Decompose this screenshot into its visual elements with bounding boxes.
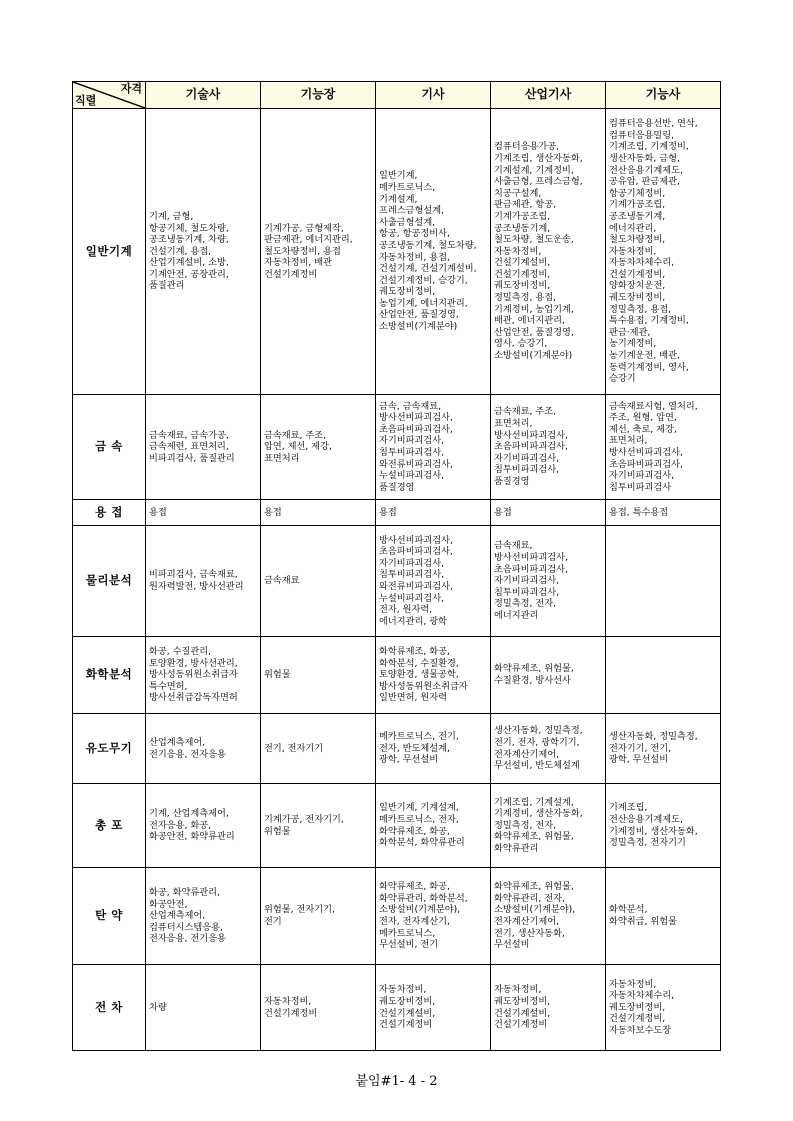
row-category: 일반기계 xyxy=(73,109,146,395)
table-cell: 위험물 xyxy=(261,637,376,714)
table-cell: 차량 xyxy=(146,965,261,1051)
table-cell: 자동차정비, 궤도장비정비, 건설기계설비, 건설기계정비 xyxy=(491,965,606,1051)
table-cell: 자동차정비, 자동차차체수리, 궤도장비정비, 건설기계정비, 자동차보수도장 xyxy=(606,965,721,1051)
table-cell: 용접, 특수용접 xyxy=(606,500,721,526)
table-row xyxy=(73,965,721,1051)
table-cell: 기계조립, 기계설계, 기계정비, 생산자동화, 정밀측정, 전자, 화약류제조, 위험물, 화약류관리 xyxy=(491,784,606,868)
table-cell: 방사선비파괴검사, 초음파비파괴검사, 자기비파괴검사, 침투비파괴검사, 와전류비파괴검사, 누설비파괴검사, 전자, 원자력, 에너지관리, 광학 xyxy=(376,526,491,637)
table-cell: 일반기계, 기계설계, 메카트로닉스, 전자, 화약류제조, 화공, 화학분석, 화약류관리 xyxy=(376,784,491,868)
page-number: 붙임#1- 4 - 2 xyxy=(355,1074,438,1089)
row-category: 물리분석 xyxy=(73,526,146,637)
table-cell: 화학분석, 화약취급, 위험물 xyxy=(606,868,721,965)
table-cell: 기계, 금형, 항공기체, 철도차량, 공조냉동기계, 차량, 건설기계, 용접, 산업기계설비, 소방, 기계안전, 공장관리, 품질관리 xyxy=(146,109,261,395)
table-row xyxy=(73,784,721,868)
table-cell: 일반기계, 메카트로닉스, 기계설계, 프레스금형설계, 사출금형설계, 항공, 항공정비사, 공조냉동기계, 철도차량, 자동차정비, 용접, 건설기계, 건설기계설비, 건설기계정비, 승강기, 궤도장비정비, 농업기계, 에너지관리, 산업안전, 품질경영, 소방설비(기계분야) xyxy=(376,109,491,395)
table-cell: 기계가공, 금형제작, 판금제관, 에너지관리, 철도차량정비, 용접 자동차정비, 배관 건설기계정비 xyxy=(261,109,376,395)
column-header: 기사 xyxy=(376,82,491,109)
row-category: 총 포 xyxy=(73,784,146,868)
table-cell: 비파괴검사, 금속재료, 원자력발전, 방사선관리 xyxy=(146,526,261,637)
header-row xyxy=(73,82,721,109)
corner-label-qualification: 자격 xyxy=(120,82,142,95)
table-cell: 기계, 산업계측제어, 전자응용, 화공, 화공안전, 화약류관리 xyxy=(146,784,261,868)
table-cell: 용접 xyxy=(261,500,376,526)
table-row xyxy=(73,714,721,784)
table-cell xyxy=(606,526,721,637)
table-cell: 생산자동화, 정밀측정, 전기, 전자, 광학기기, 전자계산기제어, 무선설비, 반도체설계 xyxy=(491,714,606,784)
table-cell: 금속, 금속재료, 방사선비파괴검사, 초음파비파괴검사, 자기비파괴검사, 침투비파괴검사, 와전류비파괴검사, 누설비파괴검사, 품질경영 xyxy=(376,395,491,500)
table-cell: 화학류제조, 화공, 화학분석, 수질환경, 토양환경, 생물공학, 방사성동위원소취급자 일반면허, 원자력 xyxy=(376,637,491,714)
table-cell: 금속재료, 주조, 표면처리, 방사선비파괴검사, 초음파비파괴검사, 자기비파괴검사, 침투비파괴검사, 품질경영 xyxy=(491,395,606,500)
row-category: 유도무기 xyxy=(73,714,146,784)
table-cell: 위험물, 전자기기, 전기 xyxy=(261,868,376,965)
table-row xyxy=(73,109,721,395)
table-cell: 컴퓨터응용가공, 기계조립, 생산자동화, 기계설계, 기계정비, 사출금형, 프레스금형, 치공구설계, 판금제관, 항공, 기계가공조립, 공조냉동기계, 철도차량, 철도운송, 자동차정비, 건설기계설비, 건설기계정비, 궤도장비정비, 정밀측정, 용접, 기계정비, 농업기계, 배관, 에너지관리, 산업안전, 품질경영, 영사, 승강기, 소방설비(기계분야) xyxy=(491,109,606,395)
row-category: 용 접 xyxy=(73,500,146,526)
table-cell: 용접 xyxy=(376,500,491,526)
table-row xyxy=(73,868,721,965)
table-cell: 화약류제조, 화공, 화약류관리, 화학분석, 소방설비(기계분야), 전자, 전자계산기, 메카트로닉스, 무선설비, 전기 xyxy=(376,868,491,965)
column-header: 기능사 xyxy=(606,82,721,109)
column-header: 기능장 xyxy=(261,82,376,109)
row-category: 전 차 xyxy=(73,965,146,1051)
table-cell: 화약류제조, 위험물, 수질환경, 방사선사 xyxy=(491,637,606,714)
table-cell: 메카트로닉스, 전기, 전자, 반도체설계, 광학, 무선설비 xyxy=(376,714,491,784)
table-cell: 생산자동화, 정밀측정, 전자기기, 전기, 광학, 무선설비 xyxy=(606,714,721,784)
table-cell: 금속재료, 방사선비파괴검사, 초음파비파괴검사, 자기비파괴검사, 침투비파괴검사, 정밀측정, 전자, 에너지관리 xyxy=(491,526,606,637)
table-row xyxy=(73,637,721,714)
table-cell: 화공, 수질관리, 토양환경, 방사선관리, 방사성동위원소취급자 특수면허, 방사선취급감독자면허 xyxy=(146,637,261,714)
table-cell: 기계가공, 전자기기, 위험물 xyxy=(261,784,376,868)
table-cell: 산업계측제어, 전기응용, 전자응용 xyxy=(146,714,261,784)
table-row xyxy=(73,395,721,500)
table-cell: 전기, 전자기기 xyxy=(261,714,376,784)
table-cell: 기계조립, 전산응용기계제도, 기계정비, 생산자동화, 정밀측정, 전자기기 xyxy=(606,784,721,868)
qualification-table xyxy=(72,81,721,1051)
table-cell xyxy=(606,637,721,714)
table-cell: 화약류제조, 위험물, 화약류관리, 전자, 소방설비(기계분야), 전자계산기제어, 전기, 생산자동화, 무선설비 xyxy=(491,868,606,965)
table-cell: 금속재료 xyxy=(261,526,376,637)
table-cell: 금속재료, 금속가공, 금속제련, 표면처리, 비파괴검사, 품질관리 xyxy=(146,395,261,500)
column-header: 기술사 xyxy=(146,82,261,109)
table-row xyxy=(73,500,721,526)
corner-header xyxy=(73,82,146,109)
table-cell: 용접 xyxy=(491,500,606,526)
row-category: 금 속 xyxy=(73,395,146,500)
row-category: 화학분석 xyxy=(73,637,146,714)
table-cell: 자동차정비, 궤도장비정비, 건설기계설비, 건설기계정비 xyxy=(376,965,491,1051)
table-cell: 용접 xyxy=(146,500,261,526)
row-category: 탄 약 xyxy=(73,868,146,965)
column-header: 산업기사 xyxy=(491,82,606,109)
table-row xyxy=(73,526,721,637)
corner-label-series: 직렬 xyxy=(75,94,97,108)
table-cell: 금속재료시험, 열처리, 주조, 원형, 압연, 제선, 축로, 제강, 표면처리, 방사선비파괴검사, 초음파비파괴검사, 자기비파괴검사, 침투비파괴검사 xyxy=(606,395,721,500)
table-cell: 컴퓨터응용선반, 연삭, 컴퓨터응용밀링, 기계조립, 기계정비, 생산자동화, 금형, 전산응용기계제도, 공유압, 판금제관, 항공기체정비, 기계가공조립, 공조냉동기계, 에너지관리, 철도차량정비, 자동차정비, 자동차차체수리, 건설기계정비, 양화장치운전, 궤도장비정비, 정밀측정, 용접, 특수용접, 기계정비, 판금·제관, 농기계정비, 농기계운전, 배관, 동력기계정비, 영사, 승강기 xyxy=(606,109,721,395)
table-cell: 금속재료, 주조, 압연, 제선, 제강, 표면처리 xyxy=(261,395,376,500)
table-cell: 자동차정비, 건설기계정비 xyxy=(261,965,376,1051)
table-cell: 화공, 화약류관리, 화공안전, 산업계측제어, 컴퓨터시스템응용, 전자응용, 전기응용 xyxy=(146,868,261,965)
